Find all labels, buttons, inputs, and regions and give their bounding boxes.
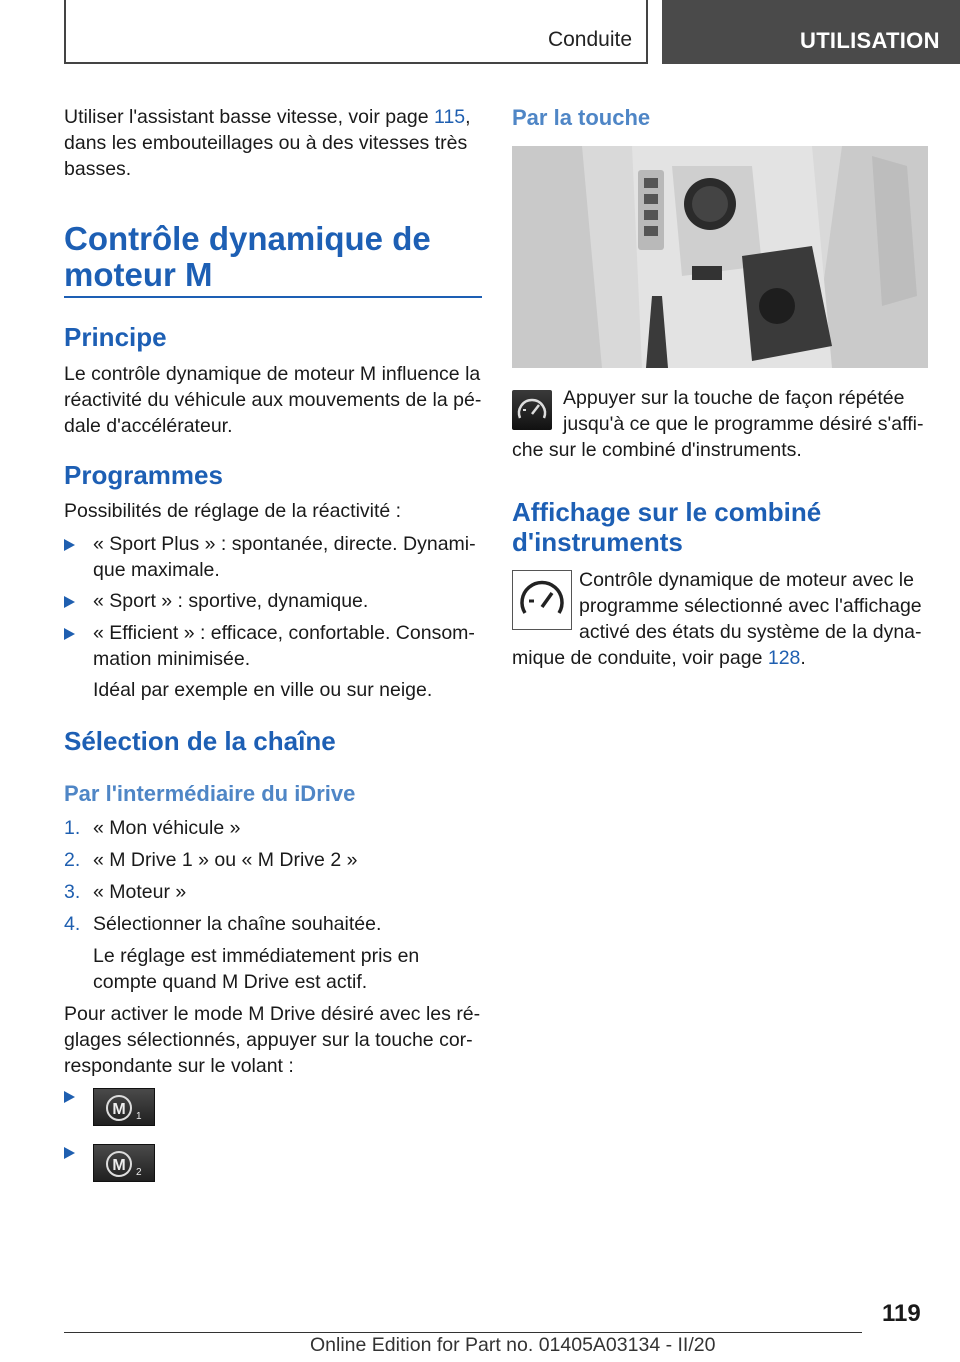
principe-line-2: réactivité du véhicule aux mouvements de la pé- [64, 389, 482, 411]
bullet-arrow-icon [64, 628, 75, 640]
step-note-line-2: compte quand M Drive est actif. [93, 971, 368, 993]
dynamic-gauge-display-icon [512, 570, 572, 630]
idrive-subheading: Par l'intermédiaire du iDrive [64, 781, 356, 806]
programmes-note: Idéal par exemple en ville ou sur neige. [93, 679, 433, 701]
button-text-line-1: Appuyer sur la touche de façon répétée [563, 387, 905, 409]
button-text-line-3: che sur le combiné d'instruments. [512, 439, 802, 461]
header-section-label: Conduite [547, 28, 632, 51]
mdrive-para-line-2: glages sélectionnés, appuyer sur la touche cor- [64, 1029, 473, 1051]
m-drive-2-button-icon [93, 1144, 155, 1182]
footer-divider [64, 1332, 862, 1333]
display-text-line-2: programme sélectionné avec l'affichage [579, 595, 922, 617]
intro-line-3: basses. [64, 158, 132, 180]
intro-line-1: Utiliser l'assistant basse vitesse, voir page 115, [64, 106, 471, 128]
header-chapter-tab: UTILISATION [662, 0, 960, 64]
display-heading-line-2: d'instruments [512, 527, 683, 557]
mdrive-para-line-1: Pour activer le mode M Drive désiré avec les ré- [64, 1003, 481, 1025]
list-item-m-drive-1 [64, 1088, 482, 1128]
page-link-115[interactable]: 115 [434, 106, 466, 128]
dynamic-gauge-small-icon [512, 390, 552, 430]
header-section-box [64, 0, 648, 64]
bullet-arrow-icon [64, 539, 75, 551]
intro-line-2: dans les embouteillages ou à des vitesses très [64, 132, 468, 154]
list-item-m-drive-2 [64, 1144, 482, 1184]
display-text-line-1: Contrôle dynamique de moteur avec le [579, 569, 914, 591]
button-text-line-2: jusqu'à ce que le programme désiré s'affi- [563, 413, 924, 435]
programmes-heading: Programmes [64, 460, 223, 490]
list-item-efficient: « Efficient » : efficace, confortable. Consom- mation minimisée. [64, 620, 482, 672]
bullet-arrow-icon [64, 1147, 75, 1159]
bullet-arrow-icon [64, 596, 75, 608]
step-item-2: 2. « M Drive 1 » ou « M Drive 2 » [64, 849, 358, 871]
list-item-sport-plus: « Sport Plus » : spontanée, directe. Dynami- que maximale. [64, 531, 482, 583]
bullet-arrow-icon [64, 1091, 75, 1103]
svg-text:1: 1 [136, 1111, 142, 1122]
title-divider [64, 296, 482, 298]
display-text-line-4: mique de conduite, voir page 128. [512, 647, 806, 669]
selection-heading: Sélection de la chaîne [64, 726, 336, 756]
principe-line-1: Le contrôle dynamique de moteur M influence la [64, 363, 481, 385]
page-title-line-2: moteur M [64, 256, 213, 293]
principe-line-3: dale d'accélérateur. [64, 415, 233, 437]
button-heading: Par la touche [512, 105, 651, 130]
step-item-4: 4. Sélectionner la chaîne souhaitée. [64, 913, 382, 935]
list-item-sport: « Sport » : sportive, dynamique. [64, 588, 482, 614]
principe-heading: Principe [64, 322, 167, 352]
m-drive-1-button-icon [93, 1088, 155, 1126]
page-link-128[interactable]: 128 [767, 647, 801, 669]
svg-text:M: M [112, 1101, 126, 1118]
svg-text:M: M [112, 1157, 126, 1174]
step-note-line-1: Le réglage est immédiatement pris en [93, 945, 420, 967]
page-number: 119 [882, 1300, 921, 1327]
edition-label: Online Edition for Part no. 01405A03134 - II/20 [310, 1334, 716, 1356]
display-text-line-3: activé des états du système de la dyna- [579, 621, 922, 643]
mdrive-para-line-3: respondante sur le volant : [64, 1055, 294, 1077]
center-console-photo [512, 146, 928, 368]
step-item-1: 1. « Mon véhicule » [64, 817, 241, 839]
programmes-intro: Possibilités de réglage de la réactivité : [64, 500, 402, 522]
display-heading-line-1: Affichage sur le combiné [512, 497, 822, 527]
step-item-3: 3. « Moteur » [64, 881, 187, 903]
page-title-line-1: Contrôle dynamique de [64, 220, 431, 257]
svg-text:2: 2 [136, 1167, 142, 1178]
